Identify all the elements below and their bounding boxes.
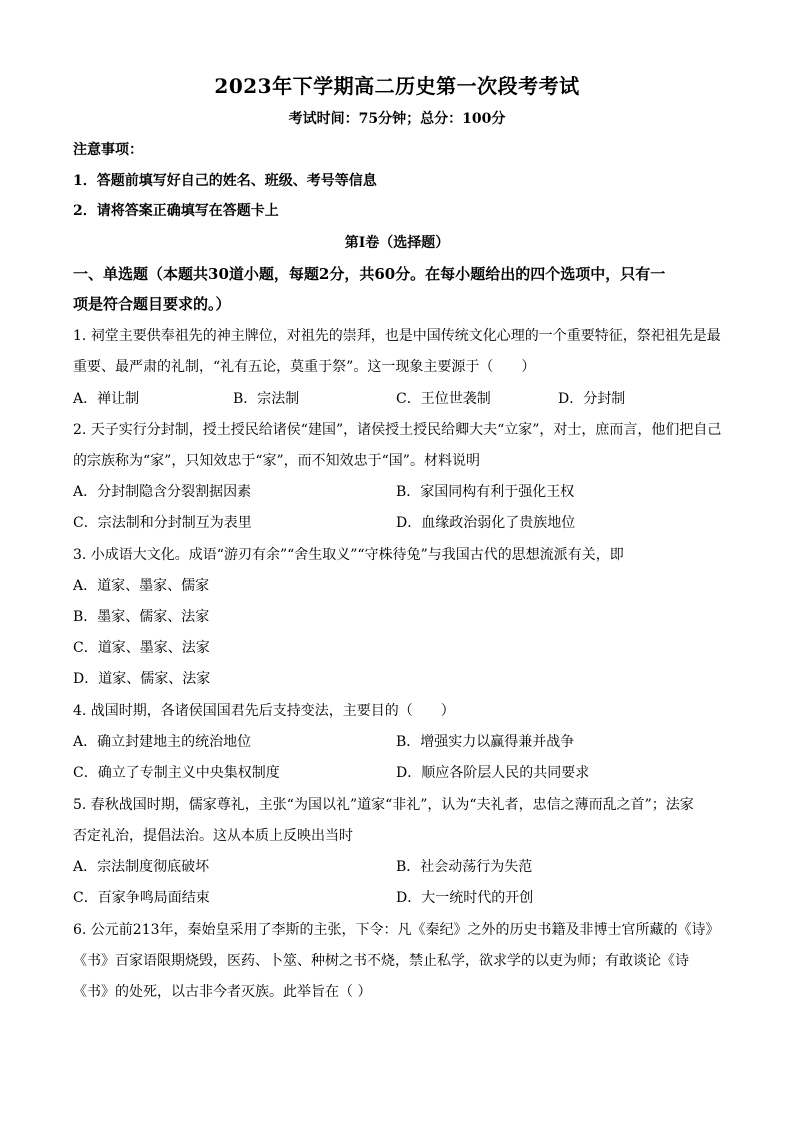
question-5-option-d[interactable]: D．大一统时代的开创 xyxy=(396,890,534,906)
question-2-option-c[interactable]: C．宗法制和分封制互为表里 xyxy=(73,515,252,531)
question-4-option-b[interactable]: B．增强实力以赢得兼并战争 xyxy=(396,734,575,750)
question-2-option-b[interactable]: B．家国同构有利于强化王权 xyxy=(396,484,575,500)
note-item-1: 1．答题前填写好自己的姓名、班级、考号等信息 xyxy=(73,173,377,189)
question-4-option-c[interactable]: C．确立了专制主义中央集权制度 xyxy=(73,765,280,781)
question-6-line-2: 《书》百家语限期烧毁，医药、卜筮、种树之书不烧，禁止私学，欲求学的以吏为师；有敢谈论《诗 xyxy=(73,953,689,969)
question-5-option-c[interactable]: C．百家争鸣局面结束 xyxy=(73,890,210,906)
notes-heading: 注意事项： xyxy=(73,142,143,158)
note-item-2: 2．请将答案正确填写在答题卡上 xyxy=(73,203,279,219)
question-1-option-c[interactable]: C．王位世袭制 xyxy=(396,391,491,407)
question-2-option-d[interactable]: D．血缘政治弱化了贵族地位 xyxy=(396,515,576,531)
question-1-option-a[interactable]: A．禅让制 xyxy=(73,391,140,407)
question-4-option-d[interactable]: D．顺应各阶层人民的共同要求 xyxy=(396,765,590,781)
question-3-line-1: 3. 小成语大文化。成语“游刃有余”“舍生取义”“守株待兔”与我国古代的思想流派有关，即 xyxy=(73,547,624,563)
question-2-option-a[interactable]: A．分封制隐含分裂割据因素 xyxy=(73,484,252,500)
question-3-option-d[interactable]: D．道家、儒家、法家 xyxy=(73,671,211,687)
question-1-line-2: 重要、最严肃的礼制，“礼有五论，莫重于祭”。这一现象主要源于（ ） xyxy=(73,359,536,375)
question-5-line-1: 5. 春秋战国时期，儒家尊礼，主张“为国以礼”道家“非礼”，认为“夫礼者，忠信之薄而乱之首”；法家 xyxy=(73,797,694,813)
question-1-option-b[interactable]: B．宗法制 xyxy=(233,391,300,407)
section-title: 第Ⅰ卷（选择题） xyxy=(344,235,450,251)
question-5-option-a[interactable]: A．宗法制度彻底破坏 xyxy=(73,859,210,875)
question-3-option-a[interactable]: A．道家、墨家、儒家 xyxy=(73,578,210,594)
section-instruction-line1: 一、单选题（本题共30道小题，每题2分，共60分。在每小题给出的四个选项中，只有一 xyxy=(73,265,666,283)
question-4-line-1: 4. 战国时期，各诸侯国国君先后支持变法，主要目的（ ） xyxy=(73,703,455,719)
question-3-option-c[interactable]: C．道家、墨家、法家 xyxy=(73,640,210,656)
question-3-option-b[interactable]: B．墨家、儒家、法家 xyxy=(73,609,210,625)
question-2-line-1: 2. 天子实行分封制，授土授民给诸侯“建国”，诸侯授土授民给卿大夫“立家”，对士，庶而言，他们把自己 xyxy=(73,422,722,438)
exam-subtitle: 考试时间：75分钟；总分：100分 xyxy=(288,111,506,127)
question-1-line-1: 1. 祠堂主要供奉祖先的神主牌位，对祖先的崇拜，也是中国传统文化心理的一个重要特征，祭祀祖先是最 xyxy=(73,328,721,344)
question-1-option-d[interactable]: D．分封制 xyxy=(558,391,626,407)
question-4-option-a[interactable]: A．确立封建地主的统治地位 xyxy=(73,734,252,750)
question-5-line-2: 否定礼治，提倡法治。这从本质上反映出当时 xyxy=(73,828,353,844)
question-6-line-3: 《书》的处死，以古非今者灭族。此举旨在（ ） xyxy=(73,984,372,1000)
question-2-line-2: 的宗族称为“家”，只知效忠于“家”，而不知效忠于“国”。材料说明 xyxy=(73,453,480,469)
exam-title: 2023年下学期高二历史第一次段考考试 xyxy=(214,74,580,98)
question-5-option-b[interactable]: B．社会动荡行为失范 xyxy=(396,859,533,875)
question-6-line-1: 6. 公元前213年，秦始皇采用了李斯的主张，下令：凡《秦纪》之外的历史书籍及非博士官所藏的《诗》 xyxy=(73,922,720,938)
section-instruction-line2: 项是符合题目要求的。） xyxy=(73,295,231,313)
